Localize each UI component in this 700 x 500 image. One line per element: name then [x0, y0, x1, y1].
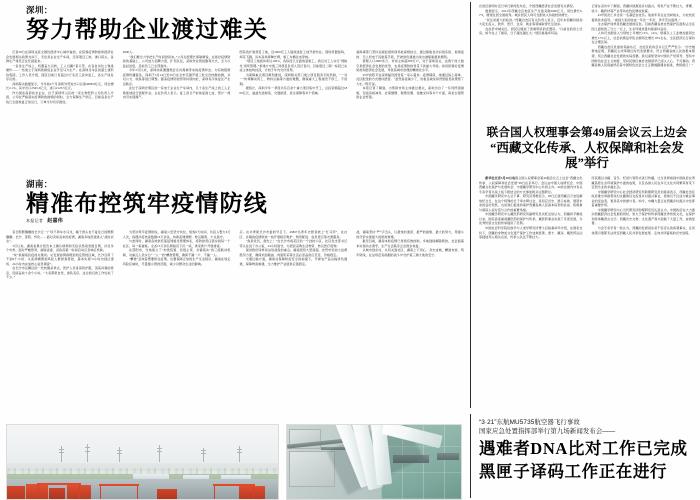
- article-tibet-top-body: [479, 4, 695, 122]
- article-tibet-top-column-1: 自治区新闻办近日举行新闻发布会，介绍西藏经济社会发展有关情况。 数据显示，2021年西藏全区地区生产总值突破2000亿元，同比增长6.7%，增速位居全国前列。城乡居民人均可支配收入持续较快增长。 “民生是最大的政治。”西藏自治区有关负责人表示，近年来西藏持续加大民生投入，教育、医疗、住房、就业等领域取得长足进步。 在拉萨市城关区，居民们搬进了宽敞明亮的安置房。“以前住的是土坯房，如今住上了楼房，日子越过越红火。”居民格桑卓玛说。: [479, 4, 583, 36]
- package-shoulder-line1: “3·21”东航MU5735航空器飞行事故: [479, 419, 580, 426]
- article-shenzhen-body: [6, 50, 464, 190]
- article-unhrc: [479, 126, 695, 389]
- article-shenzhen-column-3: 医院改扩建项目工地，近2000名工人陆续进驻工地开展作业。现场机器轰鸣，焊花飞溅，吊车高举挥舞长臂，施工车辆往来穿梭。 “项目工地到岗率达100%，各标段已全面恢复施工，我们对工人实行‘网格化’闭环管理。”承建方中建三局项目负责人答记者问，目前项目二期一标段已完成主体结构封顶，计划于年内交付使用。 为保障重点项目顺利推进，深圳相关部门建立项目服务专班机制，“一对一”协调解决用工、物料运输等方面的难题，确保重大工程建设不停工、不误期。 据统计，深圳今年一季度共有百余个重大项目集中开工，总投资额超过1800亿元，涵盖先进制造、交通枢纽、民生保障等多个领域。: [239, 50, 348, 95]
- article-unhrc-headline-line2: “西藏文化传承、人权保障和社会发展”举行: [490, 141, 684, 170]
- article-hunan-column-2: 为坚决筑牢疫情防线，湖南公安坚守岗位，短短6天时间，共投入警力6万人次，梳理涉疫核查数据10万余条，协助流调溯源、转运隔离、卡点值守。 与此同时，湖南各地依托基层网格化管理体系，将防控责任落实到每一个社区、每一栋楼栋。全省13万余名网格员下沉一线，挨家挨户开展排查。 在邵阳市，当地建立了“市级统筹、县级主责、乡镇落实”的三级联动机制，对重点人员实行“一人一档”精准管理，确保不漏一户、不漏一人。 “精准”意味着既要防住疫情，也要保障正常的生产生活秩序。湖南在划定风险区域时，尽量缩小管控范围，减少对群众生活的影响。: [122, 230, 231, 266]
- article-unhrc-column-2: 所获通过书籍、音乐、纪录片等形式进行传播，让全世界看到中国政府在青藏高原生态环境保护方面的成果，以及各族人民在多元文化共同繁荣背景下安居乐业的幸福生活。 中国藏学研究中心社会经济研究所助理研究员刘星雨表示，西藏自治区政府推出举措帮扶妇女藏族妇女投身乡村振兴事业，使她们不仅成为就业事业的受益者，更是其中的参与者。如今，巾帼力量正在西藏乡村振兴中发挥着重要作用。 中国藏学研究中心当代研究所助理研究员扎洛认为，中国政府在大力推动西藏经济社会发展的同时，致力于保护和传承西藏优秀传统文化，在保护和传承藏语言文字、西藏历史文物、文化遗产等方面做了大量工作，成效显著。 与会专家学者一致认为，西藏的发展进步是不容否认的客观事实，任何抹黑污蔑都无法改变西藏人民共享发展成果、走向共同富裕的历史进程。: [591, 176, 695, 235]
- byline-label: 本报记者: [26, 218, 44, 223]
- article-shenzhen-header: [6, 4, 464, 43]
- photo-container-stack: [239, 486, 265, 499]
- photo-gantry-crane: [99, 484, 139, 486]
- photo-container-stack: [49, 488, 65, 499]
- article-hunan-column-4: 战，湖南坚持“严”字当头，以最快的速度、最严的措施、最大的努力，用最小的代价实现最大的防控效果。 截至目前，湖南本轮疫情已得到有效控制，多地陆续解除管控，社会面基本实现动态清零，生产生活秩序正在稳步恢复。 从城市到乡村，从机关到社区，湖南上下同心、众志成城，精准布控、筑牢防线，在这场没有硝烟的战斗中守护着三湘大地的安宁。: [356, 230, 464, 257]
- article-unhrc-headline-line1: 联合国人权理事会第49届会议云上边会: [486, 126, 688, 139]
- vertical-divider-bottom: [470, 414, 471, 498]
- article-shenzhen-headline: 努力帮助企业渡过难关: [26, 17, 268, 42]
- article-shenzhen-kicker: 深圳：: [26, 5, 53, 15]
- article-unhrc-column-1: 新华社北京3月28日电联合国人权理事会第49届会议云上边会“西藏文化传承、人权保障和社会发展”28日在京举行。会议由中国人权研究会、中国西藏文化保护与发展协会、中国藏学研究中心共同主办。40余位国内外有关专家学者以线上线下相结合的方式参加相关议题研讨。 中国藏学研究中心总干事、研究员郑堆表示，28日正值西藏百万农奴解放纪念日，在这个特殊的日子举办研讨会，是回应历史、展示成就、展望未来的良好契机，也是我们促进和保护西藏各族人民基本权利和自由、积极参与国际人权对话与合作的重要举措。 中国藏学研究中心藏医药研究所副研究员次旺边觉认为，西藏和平解放以来，国家高度重视藏医药的保护与传承，藏医药事业实现了可喜发展，为优秀传统文化的传承提供了范例。 中国社会科学院民族学与人类学研究所博士后格桑卓玛介绍，在国家支持下，西藏的非物质文化遗产保护工作成效显著，唐卡、藏戏、藏医药浴法等陆续列入相关名录，传承人队伍不断壮大。: [479, 176, 583, 240]
- photo-crane-leg: [79, 485, 80, 499]
- article-hunan-column-3: 应。在共青团长沙市委的号召下，45867名青年志愿者披上“红马甲”，在社区、乡镇的疫情防控一线开展秩序维护、物资配送、信息登记等志愿服务。 “我是党员，我先上！”在长沙市雨花区的一个封控小区，社区党支部书记带头住进了办公室，24小时值守，为居民采购生活物资、转运医疗废物。 保供稳价同样是这场战役的重点。湖南组织大型商超、农贸市场加大货源组织力度，确保米面粮油、肉蛋奶菜等生活必需品供应充足、价格稳定。 交通运输方面，湖南在保障防疫安全的前提下，开辟农产品运输绿色通道，保障物流畅通，全力维护产业链供应链稳定。: [239, 230, 348, 266]
- package-headline-line1: 遇难者DNA比对工作已完成: [479, 439, 688, 458]
- article-unhrc-dateline-para: 新华社北京3月28日电联合国人权理事会第49届会议云上边会“西藏文化传承、人权保障和社会发展”28日在京举行。会议由中国人权研究会、中国西藏文化保护与发展协会、中国藏学研究中心共同主办。40余位国内外有关专家学者以线上线下相结合的方式参加相关议题研讨。: [479, 176, 583, 194]
- photo-power-pylon: [87, 444, 88, 462]
- article-hunan-byline: [26, 217, 464, 224]
- left-section: [6, 4, 464, 408]
- article-tibet-top-column-2: 记者在采访中了解到，西藏持续推进乡村振兴，特色产业不断壮大，青稞、牦牛、藏药材等产业带动农牧民增收致富。 43岁的次仁多吉是一名基层农技员。他常年奔走在田间地头，为农牧民提供技术指导。“看到大家的收成一年比一年好，再辛苦也值得。” 生态保护同样是西藏发展的底色。目前西藏各类自然保护区面积占全区国土面积的三分之一以上，生态环境质量持续保持良好。 人均可支配收入分别较上年增长13%、14%。规模以上工业增加值同比增长17%以上，社会消费品零售总额同比增长10%左右，全区经济运行保持在合理区间。 西藏自治区党委常务副书记、自治区政协章书记正严严表示：“历史雄辩地证明，西藏民主改革顺应时代发展要求，符合西藏各族人民的根本愿望，契合西藏社会发展的实际需要。我们深知坚持中国共产党领导、坚持中国特色社会主义制度、坚持民族区域自治制度早已深入人心，不可撼动。西藏各族人民将始终沿着中国特色社会主义正确道路阔步前进，勇毅前行！”: [591, 4, 695, 68]
- photo-power-pylon: [61, 446, 62, 462]
- port-container-terminal-photo: [6, 424, 279, 500]
- photo-container-stack: [26, 484, 48, 499]
- article-hunan-body: [6, 230, 464, 395]
- vertical-divider-main: [470, 2, 471, 408]
- photo-power-pylon: [119, 447, 120, 462]
- right-section: [479, 4, 695, 389]
- photo-vent-grille: [437, 453, 459, 460]
- photo-crane-leg: [214, 486, 215, 499]
- photo-power-pylon: [159, 445, 160, 462]
- article-shenzhen: [6, 4, 464, 190]
- article-unhrc-body: [479, 176, 695, 389]
- package-headline-line2: 黑匣子译码工作正在进行: [479, 462, 668, 481]
- photo-crane-leg: [38, 485, 39, 499]
- article-tibet-top: [479, 4, 695, 122]
- article-hunan-column-1: 昔日熙熙攘攘的长沙五一广场不再车水马龙，橘子洲头也不复往日的熙熙攘攘。长沙、邵阳、怀化……面对突如其来的疫情，湖南多地迅速进入“战时状态”。 3月以来，湖南省累计报告本土确诊病例和无症状感染者数百例，涉及多个市州。面对严峻形势，湖南省委、省政府第一时间启动应急响应机制。 “快”是湖南抗疫的关键词。从发现首例病例到划定管控区域，长沙仅用了不到6个小时；从流调溯源到风险人群排查管控，基本实现“2小时内到达现场、24小时内完成核心信息调查”。 在长沙市岳麓区的一处核酸采样点，医护人员身着防护服，顶着初春的寒意，连续奋战十余个小时。“大家都很自觉，排队有序，这让我们的工作轻松了不少。”: [6, 230, 114, 280]
- bottom-right-package: [479, 418, 695, 482]
- photo-gantry-crane: [213, 484, 255, 486]
- photo-power-pylon: [203, 448, 204, 462]
- industrial-ventilation-duct-photo: [286, 424, 462, 500]
- article-hunan: [6, 178, 464, 395]
- photo-container-stack: [7, 486, 25, 499]
- article-shenzhen-column-4: 刹海事部门坚持远程监督和现场检查相结合，通过船舶自动识别系统、视频监控、无人机电子巡航等手段，开辟绿色通道为进出港船舶提供便利。 管理人口2000多万、市场主体超380万户，对于深圳而言，这两个庞大数字是经济社会发展的优势，也是疫情防控背景下的重大考验。如何统筹好疫情防控和经济社会发展，考验着城市治理的精细化水平。 43岁的陈芳在深圳福田经营着一家小超市。疫情期间，她通过线上接单、社区配送的方式维持经营。“虽然客流减少了，但租金减免和贷款贴息政策帮了大忙。”陈芳说。 本报记者了解到，为帮助市场主体渡过难关，深圳出台了一系列纾困措施，包括房租减免、社保缓缴、税费优惠、金融支持等多个方面，真金白银帮助企业纾困。: [356, 50, 464, 100]
- photo-crane-leg: [253, 486, 254, 499]
- photo-crane-leg: [100, 486, 101, 499]
- article-hunan-header: [6, 178, 464, 224]
- photo-crane-leg: [137, 486, 138, 499]
- photo-power-pylon: [239, 446, 240, 462]
- photo-row: [6, 424, 464, 498]
- photo-gantry-crane: [37, 483, 81, 485]
- article-hunan-headline: 精准布控筑牢疫情防线: [26, 191, 268, 216]
- article-shenzhen-column-1: 记者28日在深圳这座全国性经济中心城市看到，在统筹疫情防控和经济社会发展相关政策支持下，无论是企业生产车间，还是项目工地、港口码头，各种生产建设正在忙碌起来。 一条条生产线上，机器奋力运转，工人们戴ैं着口罩，在各自岗位上熟练操作——一些建立于深圳的制造企业开足马力生产。在深圳龙华区的富士康科技集团，工作人员介绍，园区目前已有超过5万名员工返岗复工，各生产线有序运转。 深圳海关数据显示，今年前2个月深圳外贸进出口总值4688.8亿元，同比增长2.1%。其中出口2565.3亿元，进口2123.5亿元。 作为国家高新技术企业，位于深圳坪山区的一家生物医药公司负责人介绍，公司在严格落实疫情防控措施的同时，全力保障生产供应，目前各条生产线已全面恢复正常运行，订单交付有序推进。: [6, 50, 114, 105]
- article-shenzhen-column-2: 4000人。 “我们要全力争把生产时间抢回来。”公司总经理长尾敏晴说，在抓好疫情防控的基础上，公司加大招聘力度，扩充队伍，采取作业两班倒等方式，全力以赴赶进度，目前员工已全部到岗。 今年2月以来，深圳持续遭遇奥密克戎毒株带来的疫情冲击。为有效阻断疫情传播链条，深圳于3月14日至20日在全市范围开展三轮全员核酸检测，并对公交、地铁等进行调整。随着疫情防控形势持续向好，深圳有序恢复生产生活秩序。 在位于深圳光明区的一家电子企业生产车间内，几十条生产线上的工人正熟练地进行装配作业。企业负责人表示，复工首日产能恢复到七成，预计一周内可实现满产。: [122, 50, 231, 100]
- byline-reporter-name: 赵嘉伟: [47, 219, 64, 224]
- package-shoulder-line2: 国家应急处置指挥部举行第九场新闻发布会——: [479, 428, 616, 435]
- article-hunan-kicker: 湖南：: [26, 179, 53, 189]
- article-unhrc-dateline: 新华社北京3月28日电: [485, 176, 516, 180]
- photo-container-stack: [157, 489, 177, 499]
